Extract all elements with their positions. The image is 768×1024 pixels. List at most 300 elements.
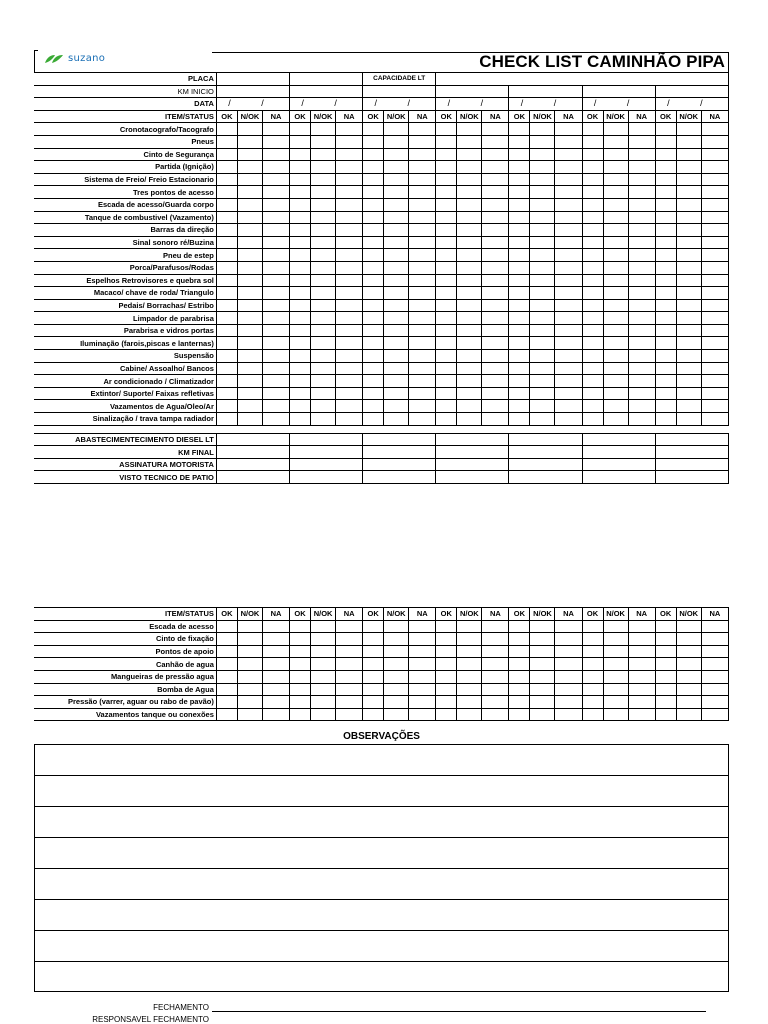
status-ok-cell[interactable]: [363, 633, 384, 646]
status-nok-cell[interactable]: [237, 173, 262, 186]
status-nok-cell[interactable]: [603, 211, 628, 224]
status-ok-cell[interactable]: [582, 211, 603, 224]
status-nok-cell[interactable]: [530, 375, 555, 388]
status-na-cell[interactable]: [701, 148, 728, 161]
status-ok-cell[interactable]: [436, 198, 457, 211]
status-nok-cell[interactable]: [311, 261, 336, 274]
status-na-cell[interactable]: [628, 670, 655, 683]
status-nok-cell[interactable]: [237, 362, 262, 375]
status-ok-cell[interactable]: [290, 387, 311, 400]
status-na-cell[interactable]: [262, 337, 289, 350]
status-na-cell[interactable]: [482, 645, 509, 658]
status-nok-cell[interactable]: [311, 135, 336, 148]
status-ok-cell[interactable]: [216, 261, 237, 274]
status-na-cell[interactable]: [628, 362, 655, 375]
status-nok-cell[interactable]: [676, 670, 701, 683]
status-ok-cell[interactable]: [363, 683, 384, 696]
status-ok-cell[interactable]: [582, 696, 603, 709]
status-nok-cell[interactable]: [603, 261, 628, 274]
status-ok-cell[interactable]: [655, 274, 676, 287]
status-ok-cell[interactable]: [363, 375, 384, 388]
status-nok-cell[interactable]: [384, 708, 409, 721]
status-na-cell[interactable]: [482, 658, 509, 671]
status-nok-cell[interactable]: [603, 249, 628, 262]
status-nok-cell[interactable]: [603, 173, 628, 186]
status-ok-cell[interactable]: [290, 375, 311, 388]
status-na-cell[interactable]: [555, 123, 582, 136]
field-value-cell[interactable]: [436, 458, 509, 471]
status-na-cell[interactable]: [409, 633, 436, 646]
status-na-cell[interactable]: [336, 135, 363, 148]
status-na-cell[interactable]: [262, 123, 289, 136]
status-nok-cell[interactable]: [676, 261, 701, 274]
status-nok-cell[interactable]: [530, 658, 555, 671]
status-na-cell[interactable]: [336, 350, 363, 363]
field-value-cell[interactable]: [436, 85, 509, 98]
status-ok-cell[interactable]: [582, 620, 603, 633]
status-na-cell[interactable]: [555, 198, 582, 211]
status-na-cell[interactable]: [482, 224, 509, 237]
status-nok-cell[interactable]: [384, 135, 409, 148]
status-nok-cell[interactable]: [530, 148, 555, 161]
status-na-cell[interactable]: [262, 211, 289, 224]
status-nok-cell[interactable]: [384, 211, 409, 224]
status-ok-cell[interactable]: [290, 224, 311, 237]
status-nok-cell[interactable]: [384, 375, 409, 388]
status-ok-cell[interactable]: [655, 350, 676, 363]
status-ok-cell[interactable]: [216, 173, 237, 186]
status-ok-cell[interactable]: [509, 299, 530, 312]
status-na-cell[interactable]: [628, 375, 655, 388]
status-ok-cell[interactable]: [509, 148, 530, 161]
status-ok-cell[interactable]: [363, 274, 384, 287]
observacao-line[interactable]: [35, 931, 728, 962]
field-value-cell[interactable]: [509, 433, 582, 446]
field-value-cell[interactable]: [363, 433, 436, 446]
date-field[interactable]: / /: [363, 98, 436, 111]
status-ok-cell[interactable]: [509, 186, 530, 199]
status-ok-cell[interactable]: [582, 299, 603, 312]
status-na-cell[interactable]: [336, 186, 363, 199]
status-nok-cell[interactable]: [457, 173, 482, 186]
status-na-cell[interactable]: [555, 312, 582, 325]
status-ok-cell[interactable]: [655, 299, 676, 312]
status-nok-cell[interactable]: [384, 658, 409, 671]
status-nok-cell[interactable]: [311, 387, 336, 400]
status-nok-cell[interactable]: [676, 413, 701, 426]
status-nok-cell[interactable]: [384, 400, 409, 413]
field-value-cell[interactable]: [655, 433, 728, 446]
status-na-cell[interactable]: [628, 337, 655, 350]
status-nok-cell[interactable]: [676, 274, 701, 287]
status-nok-cell[interactable]: [530, 350, 555, 363]
status-na-cell[interactable]: [628, 198, 655, 211]
status-nok-cell[interactable]: [457, 135, 482, 148]
status-nok-cell[interactable]: [603, 696, 628, 709]
status-nok-cell[interactable]: [676, 375, 701, 388]
status-na-cell[interactable]: [482, 683, 509, 696]
status-nok-cell[interactable]: [311, 299, 336, 312]
status-ok-cell[interactable]: [363, 261, 384, 274]
status-na-cell[interactable]: [628, 224, 655, 237]
status-nok-cell[interactable]: [311, 362, 336, 375]
status-ok-cell[interactable]: [509, 123, 530, 136]
status-na-cell[interactable]: [628, 135, 655, 148]
status-ok-cell[interactable]: [436, 299, 457, 312]
status-nok-cell[interactable]: [311, 224, 336, 237]
status-na-cell[interactable]: [336, 337, 363, 350]
status-nok-cell[interactable]: [603, 287, 628, 300]
field-value-cell[interactable]: [363, 471, 436, 484]
status-na-cell[interactable]: [628, 148, 655, 161]
status-na-cell[interactable]: [262, 287, 289, 300]
status-na-cell[interactable]: [482, 633, 509, 646]
status-ok-cell[interactable]: [582, 312, 603, 325]
status-nok-cell[interactable]: [530, 224, 555, 237]
status-na-cell[interactable]: [628, 299, 655, 312]
status-nok-cell[interactable]: [676, 123, 701, 136]
status-nok-cell[interactable]: [384, 261, 409, 274]
status-ok-cell[interactable]: [290, 362, 311, 375]
status-nok-cell[interactable]: [676, 186, 701, 199]
status-na-cell[interactable]: [409, 324, 436, 337]
field-value-cell[interactable]: [582, 458, 655, 471]
status-na-cell[interactable]: [409, 708, 436, 721]
status-ok-cell[interactable]: [363, 249, 384, 262]
status-na-cell[interactable]: [701, 299, 728, 312]
status-ok-cell[interactable]: [582, 236, 603, 249]
status-na-cell[interactable]: [701, 387, 728, 400]
status-ok-cell[interactable]: [290, 696, 311, 709]
status-ok-cell[interactable]: [655, 211, 676, 224]
status-ok-cell[interactable]: [582, 161, 603, 174]
status-ok-cell[interactable]: [582, 645, 603, 658]
status-nok-cell[interactable]: [384, 287, 409, 300]
date-field[interactable]: / /: [290, 98, 363, 111]
field-value-cell[interactable]: [582, 446, 655, 459]
status-na-cell[interactable]: [409, 696, 436, 709]
status-nok-cell[interactable]: [311, 274, 336, 287]
status-ok-cell[interactable]: [509, 413, 530, 426]
status-ok-cell[interactable]: [582, 337, 603, 350]
status-na-cell[interactable]: [482, 696, 509, 709]
status-na-cell[interactable]: [336, 261, 363, 274]
status-ok-cell[interactable]: [363, 708, 384, 721]
status-na-cell[interactable]: [482, 413, 509, 426]
status-ok-cell[interactable]: [655, 312, 676, 325]
status-ok-cell[interactable]: [436, 620, 457, 633]
status-nok-cell[interactable]: [603, 413, 628, 426]
status-na-cell[interactable]: [701, 633, 728, 646]
status-na-cell[interactable]: [336, 148, 363, 161]
status-na-cell[interactable]: [262, 249, 289, 262]
status-nok-cell[interactable]: [457, 249, 482, 262]
field-value-cell[interactable]: [655, 446, 728, 459]
status-nok-cell[interactable]: [603, 633, 628, 646]
status-na-cell[interactable]: [262, 274, 289, 287]
status-nok-cell[interactable]: [384, 274, 409, 287]
status-nok-cell[interactable]: [237, 670, 262, 683]
status-na-cell[interactable]: [482, 620, 509, 633]
status-ok-cell[interactable]: [363, 312, 384, 325]
status-nok-cell[interactable]: [311, 287, 336, 300]
status-nok-cell[interactable]: [237, 186, 262, 199]
status-nok-cell[interactable]: [457, 312, 482, 325]
status-na-cell[interactable]: [482, 287, 509, 300]
status-ok-cell[interactable]: [582, 249, 603, 262]
status-nok-cell[interactable]: [311, 148, 336, 161]
status-na-cell[interactable]: [409, 683, 436, 696]
status-nok-cell[interactable]: [676, 696, 701, 709]
status-nok-cell[interactable]: [237, 261, 262, 274]
status-ok-cell[interactable]: [509, 224, 530, 237]
status-na-cell[interactable]: [555, 350, 582, 363]
status-nok-cell[interactable]: [530, 645, 555, 658]
status-nok-cell[interactable]: [603, 708, 628, 721]
status-nok-cell[interactable]: [384, 312, 409, 325]
status-na-cell[interactable]: [482, 211, 509, 224]
status-nok-cell[interactable]: [384, 362, 409, 375]
status-ok-cell[interactable]: [582, 413, 603, 426]
status-na-cell[interactable]: [336, 324, 363, 337]
status-ok-cell[interactable]: [509, 645, 530, 658]
status-nok-cell[interactable]: [237, 287, 262, 300]
status-nok-cell[interactable]: [530, 633, 555, 646]
status-nok-cell[interactable]: [676, 312, 701, 325]
status-nok-cell[interactable]: [237, 161, 262, 174]
status-ok-cell[interactable]: [363, 224, 384, 237]
status-ok-cell[interactable]: [290, 299, 311, 312]
status-ok-cell[interactable]: [363, 186, 384, 199]
status-nok-cell[interactable]: [311, 620, 336, 633]
status-nok-cell[interactable]: [603, 148, 628, 161]
status-ok-cell[interactable]: [216, 287, 237, 300]
field-value-cell[interactable]: [509, 85, 582, 98]
status-na-cell[interactable]: [409, 236, 436, 249]
status-nok-cell[interactable]: [237, 198, 262, 211]
status-ok-cell[interactable]: [436, 135, 457, 148]
status-ok-cell[interactable]: [582, 173, 603, 186]
status-ok-cell[interactable]: [582, 658, 603, 671]
status-ok-cell[interactable]: [290, 413, 311, 426]
status-ok-cell[interactable]: [216, 696, 237, 709]
status-nok-cell[interactable]: [603, 375, 628, 388]
status-nok-cell[interactable]: [676, 337, 701, 350]
status-na-cell[interactable]: [409, 620, 436, 633]
status-nok-cell[interactable]: [384, 148, 409, 161]
status-na-cell[interactable]: [336, 683, 363, 696]
status-nok-cell[interactable]: [457, 400, 482, 413]
status-na-cell[interactable]: [555, 708, 582, 721]
field-value-cell[interactable]: [436, 446, 509, 459]
status-ok-cell[interactable]: [509, 387, 530, 400]
status-na-cell[interactable]: [555, 324, 582, 337]
status-nok-cell[interactable]: [530, 236, 555, 249]
status-nok-cell[interactable]: [676, 633, 701, 646]
status-na-cell[interactable]: [555, 186, 582, 199]
status-ok-cell[interactable]: [290, 400, 311, 413]
status-na-cell[interactable]: [262, 696, 289, 709]
status-nok-cell[interactable]: [530, 173, 555, 186]
status-na-cell[interactable]: [262, 633, 289, 646]
status-na-cell[interactable]: [701, 135, 728, 148]
status-nok-cell[interactable]: [237, 375, 262, 388]
status-ok-cell[interactable]: [290, 633, 311, 646]
status-na-cell[interactable]: [336, 400, 363, 413]
status-na-cell[interactable]: [555, 658, 582, 671]
status-nok-cell[interactable]: [237, 696, 262, 709]
status-nok-cell[interactable]: [384, 249, 409, 262]
date-field[interactable]: / /: [509, 98, 582, 111]
status-na-cell[interactable]: [628, 173, 655, 186]
status-na-cell[interactable]: [262, 413, 289, 426]
status-na-cell[interactable]: [336, 620, 363, 633]
status-na-cell[interactable]: [628, 161, 655, 174]
status-na-cell[interactable]: [262, 350, 289, 363]
status-na-cell[interactable]: [482, 400, 509, 413]
status-na-cell[interactable]: [628, 312, 655, 325]
status-nok-cell[interactable]: [603, 299, 628, 312]
status-ok-cell[interactable]: [290, 274, 311, 287]
observacao-line[interactable]: [35, 776, 728, 807]
status-ok-cell[interactable]: [655, 261, 676, 274]
status-na-cell[interactable]: [555, 413, 582, 426]
status-na-cell[interactable]: [628, 211, 655, 224]
status-nok-cell[interactable]: [530, 274, 555, 287]
status-nok-cell[interactable]: [676, 287, 701, 300]
observacao-line[interactable]: [35, 745, 728, 776]
status-nok-cell[interactable]: [676, 135, 701, 148]
status-nok-cell[interactable]: [457, 337, 482, 350]
status-na-cell[interactable]: [701, 198, 728, 211]
status-ok-cell[interactable]: [216, 324, 237, 337]
status-nok-cell[interactable]: [676, 645, 701, 658]
status-ok-cell[interactable]: [436, 324, 457, 337]
status-na-cell[interactable]: [262, 148, 289, 161]
status-nok-cell[interactable]: [237, 350, 262, 363]
status-nok-cell[interactable]: [457, 148, 482, 161]
status-ok-cell[interactable]: [509, 324, 530, 337]
status-nok-cell[interactable]: [457, 198, 482, 211]
status-nok-cell[interactable]: [384, 161, 409, 174]
status-ok-cell[interactable]: [582, 274, 603, 287]
status-nok-cell[interactable]: [311, 198, 336, 211]
status-ok-cell[interactable]: [582, 708, 603, 721]
status-na-cell[interactable]: [262, 236, 289, 249]
status-nok-cell[interactable]: [311, 375, 336, 388]
status-na-cell[interactable]: [701, 173, 728, 186]
status-nok-cell[interactable]: [311, 186, 336, 199]
status-nok-cell[interactable]: [457, 362, 482, 375]
status-na-cell[interactable]: [262, 173, 289, 186]
status-nok-cell[interactable]: [237, 324, 262, 337]
status-nok-cell[interactable]: [384, 683, 409, 696]
status-ok-cell[interactable]: [216, 658, 237, 671]
status-ok-cell[interactable]: [509, 261, 530, 274]
status-ok-cell[interactable]: [582, 148, 603, 161]
capacidade-value-cell[interactable]: [436, 73, 729, 86]
status-ok-cell[interactable]: [290, 658, 311, 671]
status-na-cell[interactable]: [555, 620, 582, 633]
status-na-cell[interactable]: [701, 362, 728, 375]
status-nok-cell[interactable]: [311, 350, 336, 363]
status-na-cell[interactable]: [262, 683, 289, 696]
status-nok-cell[interactable]: [237, 249, 262, 262]
status-na-cell[interactable]: [701, 683, 728, 696]
status-nok-cell[interactable]: [237, 123, 262, 136]
status-ok-cell[interactable]: [216, 198, 237, 211]
status-nok-cell[interactable]: [530, 324, 555, 337]
status-na-cell[interactable]: [555, 645, 582, 658]
status-ok-cell[interactable]: [363, 324, 384, 337]
status-ok-cell[interactable]: [655, 198, 676, 211]
status-ok-cell[interactable]: [655, 620, 676, 633]
status-na-cell[interactable]: [555, 274, 582, 287]
field-value-cell[interactable]: [290, 446, 363, 459]
status-nok-cell[interactable]: [384, 645, 409, 658]
status-na-cell[interactable]: [701, 186, 728, 199]
status-nok-cell[interactable]: [603, 161, 628, 174]
status-nok-cell[interactable]: [530, 400, 555, 413]
status-na-cell[interactable]: [409, 413, 436, 426]
status-nok-cell[interactable]: [530, 299, 555, 312]
status-na-cell[interactable]: [262, 186, 289, 199]
status-nok-cell[interactable]: [457, 274, 482, 287]
status-ok-cell[interactable]: [436, 236, 457, 249]
status-nok-cell[interactable]: [676, 350, 701, 363]
status-nok-cell[interactable]: [237, 620, 262, 633]
field-value-cell[interactable]: [363, 446, 436, 459]
status-nok-cell[interactable]: [676, 362, 701, 375]
status-na-cell[interactable]: [262, 620, 289, 633]
status-ok-cell[interactable]: [290, 148, 311, 161]
status-ok-cell[interactable]: [655, 696, 676, 709]
status-nok-cell[interactable]: [457, 350, 482, 363]
status-na-cell[interactable]: [482, 186, 509, 199]
status-na-cell[interactable]: [482, 161, 509, 174]
status-na-cell[interactable]: [701, 400, 728, 413]
status-nok-cell[interactable]: [311, 670, 336, 683]
status-ok-cell[interactable]: [655, 633, 676, 646]
status-ok-cell[interactable]: [436, 312, 457, 325]
status-ok-cell[interactable]: [436, 148, 457, 161]
status-ok-cell[interactable]: [655, 287, 676, 300]
status-nok-cell[interactable]: [311, 236, 336, 249]
status-na-cell[interactable]: [336, 375, 363, 388]
status-na-cell[interactable]: [555, 387, 582, 400]
status-na-cell[interactable]: [628, 645, 655, 658]
status-nok-cell[interactable]: [530, 135, 555, 148]
status-ok-cell[interactable]: [436, 400, 457, 413]
status-na-cell[interactable]: [409, 299, 436, 312]
status-na-cell[interactable]: [701, 645, 728, 658]
status-na-cell[interactable]: [409, 312, 436, 325]
status-nok-cell[interactable]: [237, 387, 262, 400]
status-ok-cell[interactable]: [582, 387, 603, 400]
status-ok-cell[interactable]: [363, 148, 384, 161]
status-nok-cell[interactable]: [530, 362, 555, 375]
status-na-cell[interactable]: [701, 324, 728, 337]
status-nok-cell[interactable]: [237, 312, 262, 325]
status-na-cell[interactable]: [701, 413, 728, 426]
status-na-cell[interactable]: [336, 224, 363, 237]
status-nok-cell[interactable]: [384, 633, 409, 646]
status-nok-cell[interactable]: [603, 186, 628, 199]
placa-value-cell[interactable]: [216, 73, 289, 86]
status-nok-cell[interactable]: [237, 658, 262, 671]
status-na-cell[interactable]: [409, 161, 436, 174]
status-nok-cell[interactable]: [237, 413, 262, 426]
